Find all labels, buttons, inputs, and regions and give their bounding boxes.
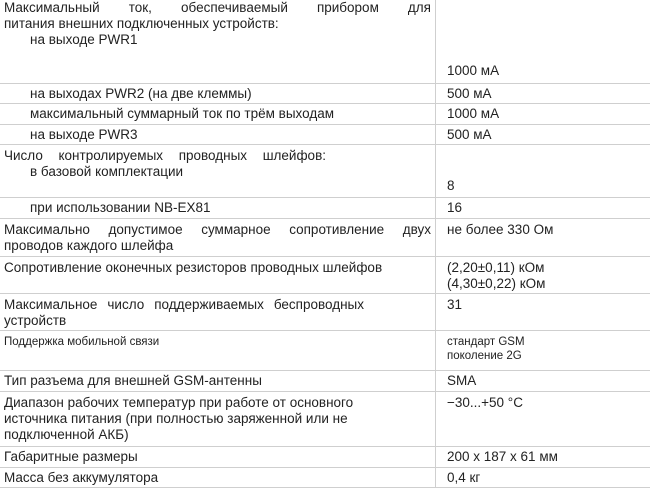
table-row bbox=[0, 391, 650, 446]
param-text: питания внешних подключенных устройств: bbox=[4, 16, 279, 31]
param-name bbox=[0, 144, 436, 197]
param-value bbox=[436, 256, 650, 293]
param-text: Максимально допустимое суммарное сопротивление двух bbox=[4, 221, 431, 237]
param-value bbox=[436, 467, 650, 487]
value-text: 200 x 187 x 61 мм bbox=[447, 448, 558, 464]
param-text: при использовании NB-EX81 bbox=[30, 199, 211, 215]
param-text: подключенной АКБ) bbox=[4, 426, 129, 442]
value-text: 1000 мА bbox=[447, 62, 500, 78]
param-text: Сопротивление оконечных резисторов проводных шлейфов bbox=[4, 259, 383, 275]
table-row bbox=[0, 446, 650, 467]
value-text: 500 мА bbox=[447, 85, 492, 101]
param-text: проводов каждого шлейфа bbox=[4, 237, 174, 253]
param-name bbox=[0, 103, 436, 124]
table-row bbox=[0, 256, 650, 293]
param-text: Максимальное число поддерживаемых беспроводных bbox=[4, 296, 364, 312]
param-text: максимальный суммарный ток по трём выходам bbox=[30, 105, 335, 121]
table-row bbox=[0, 197, 650, 218]
table-row bbox=[0, 330, 650, 370]
param-value bbox=[436, 0, 650, 83]
value-text: 500 мА bbox=[447, 126, 492, 142]
param-value bbox=[436, 197, 650, 218]
value-text: (2,20±0,11) кОм bbox=[447, 259, 545, 275]
param-name bbox=[0, 391, 436, 446]
value-text: 16 bbox=[447, 199, 463, 215]
table-row bbox=[0, 0, 650, 83]
table-row bbox=[0, 83, 650, 103]
value-text: −30...+50 °С bbox=[447, 394, 523, 410]
param-text: источника питания (при полностью заряженной или не bbox=[4, 410, 348, 426]
table-row bbox=[0, 293, 650, 330]
value-text: 0,4 кг bbox=[447, 469, 481, 485]
param-name bbox=[0, 467, 436, 487]
param-value bbox=[436, 391, 650, 446]
param-text: Поддержка мобильной связи bbox=[4, 335, 160, 348]
param-name bbox=[0, 446, 436, 467]
param-name bbox=[0, 197, 436, 218]
param-text: на выходе PWR3 bbox=[30, 126, 138, 142]
param-text: Тип разъема для внешней GSM-антенны bbox=[4, 372, 262, 388]
value-text: 31 bbox=[447, 296, 463, 312]
table-row bbox=[0, 370, 650, 391]
param-value bbox=[436, 103, 650, 124]
param-name bbox=[0, 83, 436, 103]
param-text: Габаритные размеры bbox=[4, 448, 138, 464]
param-value bbox=[436, 124, 650, 144]
param-text: Диапазон рабочих температур при работе от основного bbox=[4, 394, 354, 410]
param-text: устройств bbox=[4, 312, 67, 328]
value-text: поколение 2G bbox=[447, 349, 522, 362]
param-name bbox=[0, 218, 436, 256]
param-value bbox=[436, 83, 650, 103]
value-text: 1000 мА bbox=[447, 105, 500, 121]
param-name bbox=[0, 256, 436, 293]
param-value bbox=[436, 293, 650, 330]
value-text: не более 330 Ом bbox=[447, 221, 554, 237]
param-value bbox=[436, 218, 650, 256]
table-row bbox=[0, 467, 650, 487]
value-text: стандарт GSM bbox=[447, 335, 525, 348]
param-text: на выходе PWR1 bbox=[30, 32, 138, 47]
param-text: на выходах PWR2 (на две клеммы) bbox=[30, 85, 252, 101]
param-text: Число контролируемых проводных шлейфов: bbox=[4, 147, 326, 163]
table-row bbox=[0, 124, 650, 144]
table-row bbox=[0, 144, 650, 197]
param-value bbox=[436, 370, 650, 391]
value-text: (4,30±0,22) кОм bbox=[447, 275, 546, 291]
table-row bbox=[0, 218, 650, 256]
value-text: SMA bbox=[447, 372, 477, 388]
table-row bbox=[0, 103, 650, 124]
param-text: в базовой комплектации bbox=[30, 163, 184, 179]
param-text: Масса без аккумулятора bbox=[4, 469, 159, 485]
param-name bbox=[0, 124, 436, 144]
param-value bbox=[436, 144, 650, 197]
param-name bbox=[0, 330, 436, 370]
param-value bbox=[436, 330, 650, 370]
param-name bbox=[0, 293, 436, 330]
param-value bbox=[436, 446, 650, 467]
value-text: 8 bbox=[447, 177, 455, 193]
param-name bbox=[0, 370, 436, 391]
param-text: Максимальный ток, обеспечиваемый прибором для bbox=[4, 0, 431, 15]
param-name bbox=[0, 0, 436, 83]
